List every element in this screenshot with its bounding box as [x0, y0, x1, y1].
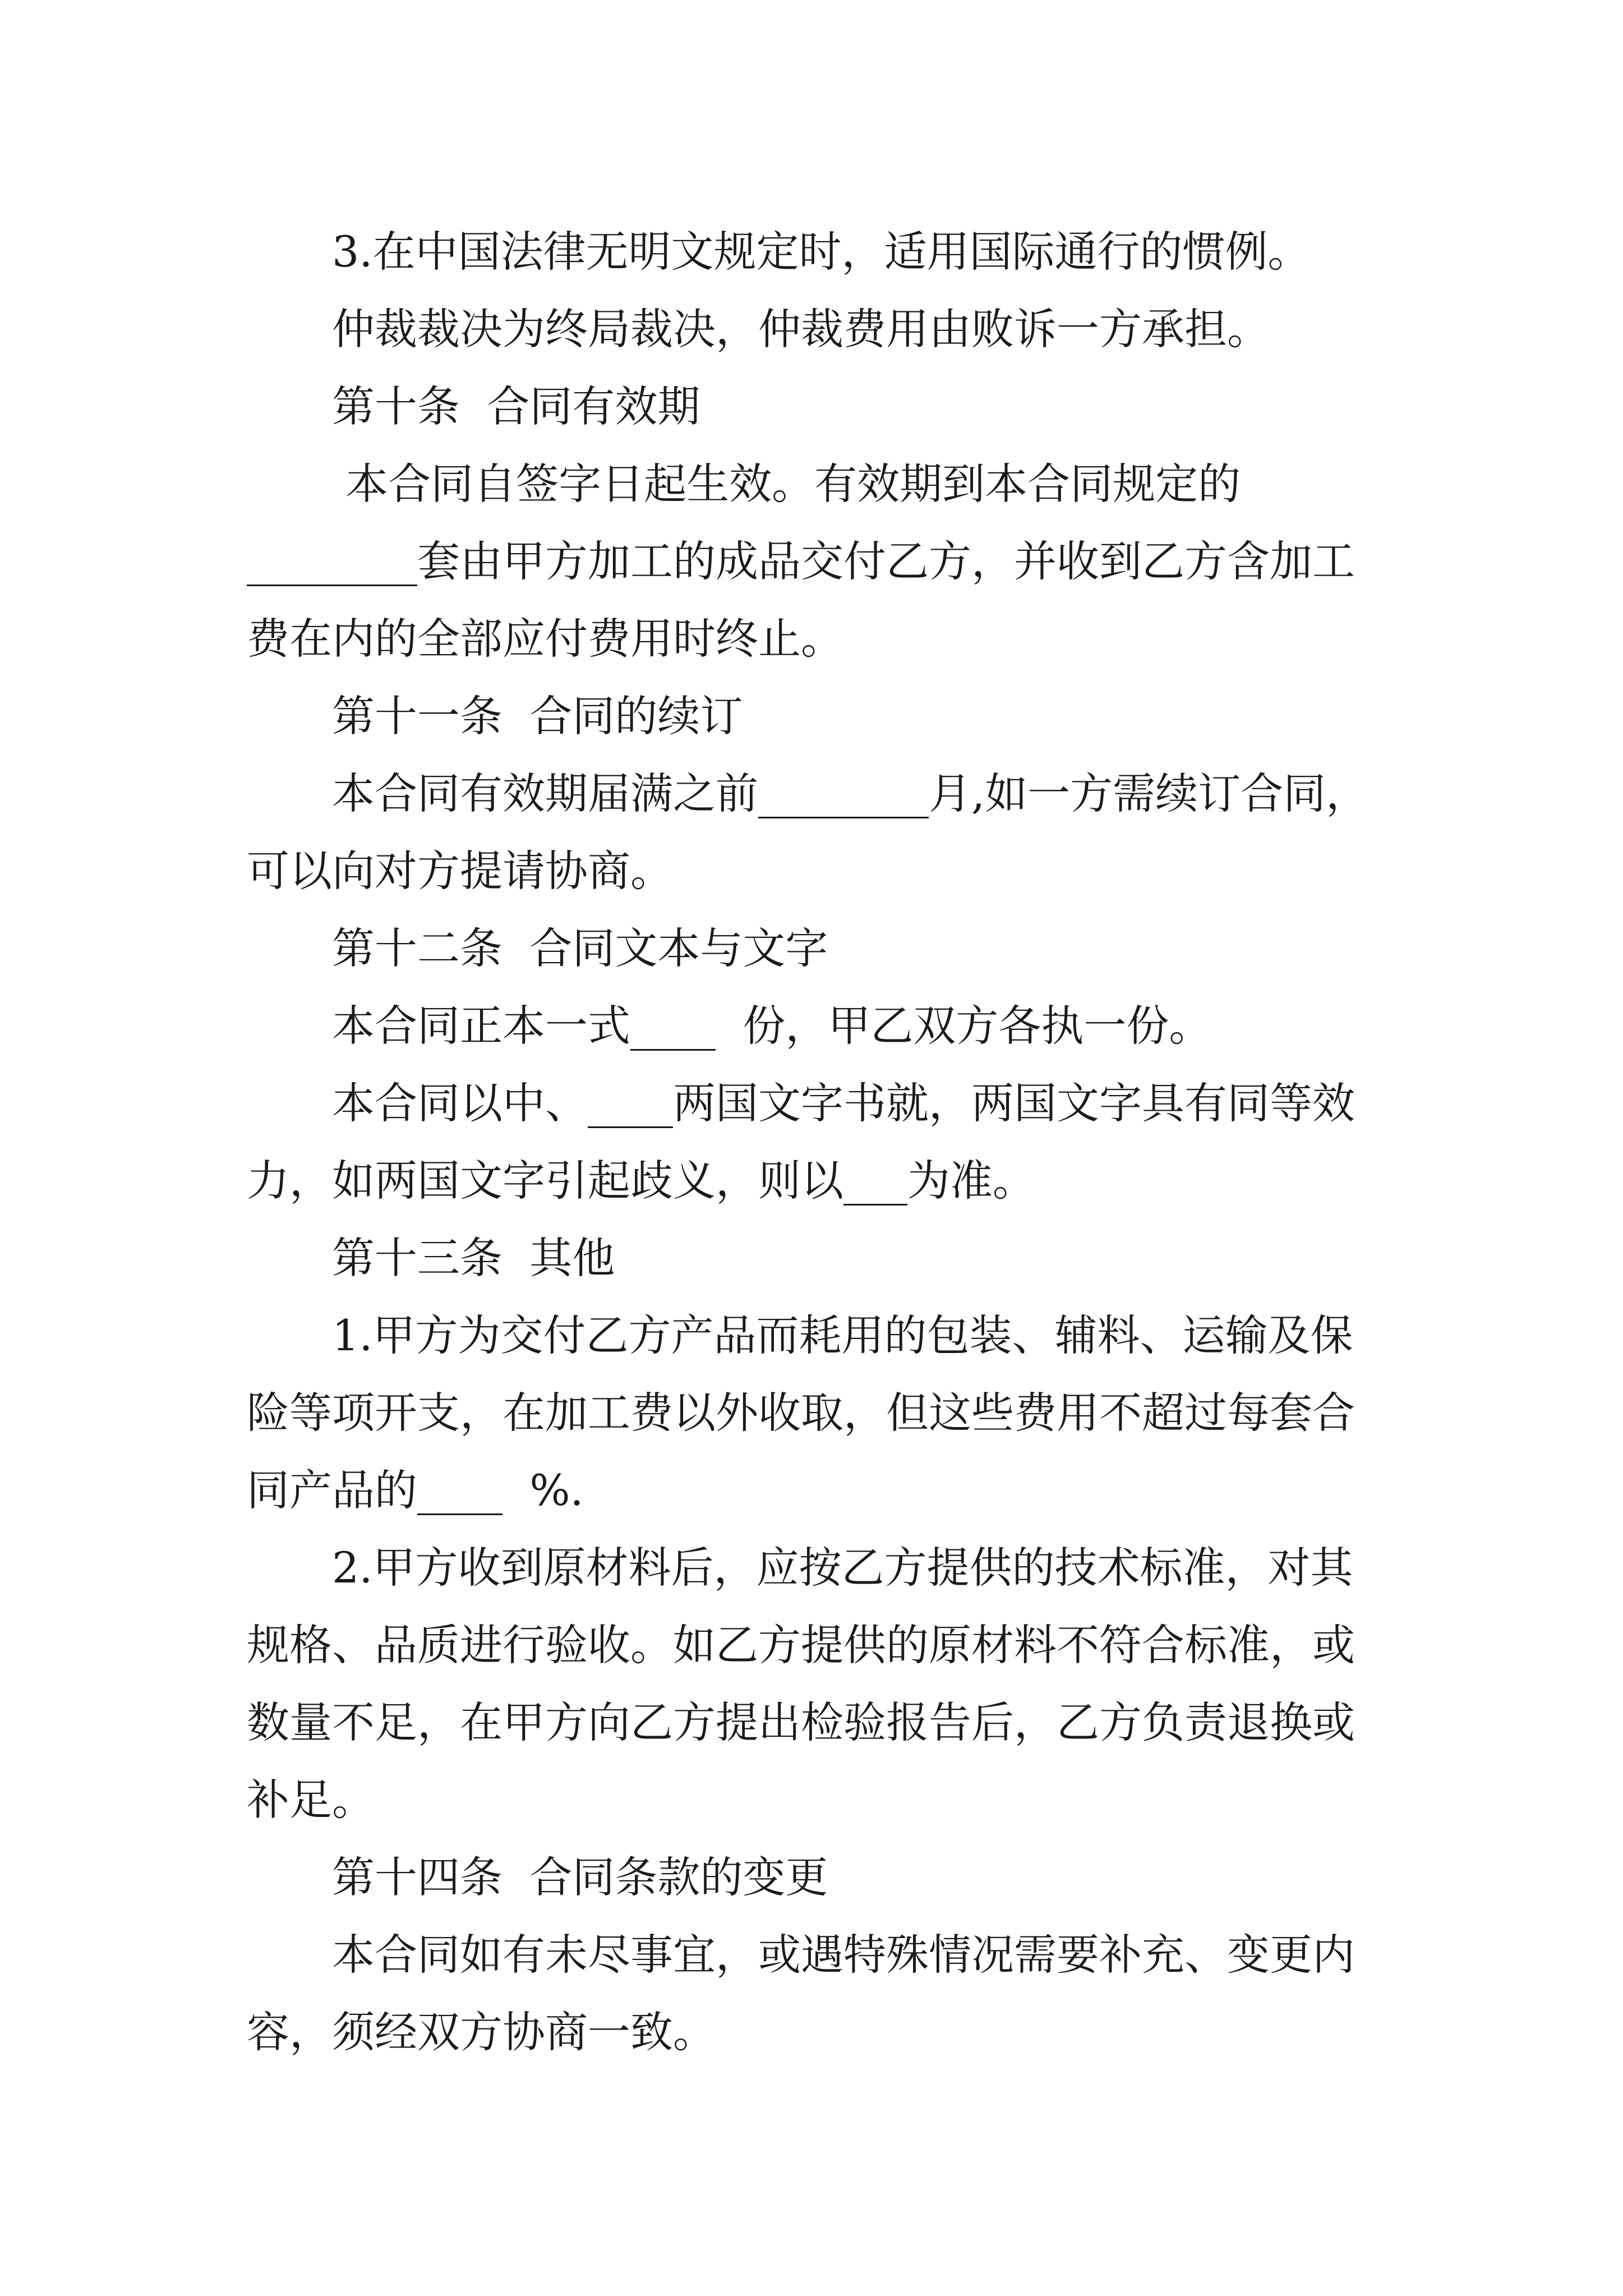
- clause-line: 2.甲方收到原材料后，应按乙方提供的技术标准，对其: [332, 1543, 1353, 1593]
- article-heading: 第十一条 合同的续订: [332, 691, 743, 741]
- clause-line: 仲裁裁决为终局裁决，仲裁费用由败诉一方承担。: [332, 304, 1270, 354]
- clause-line: 本合同如有未尽事宜，或遇特殊情况需要补充、变更内: [332, 1930, 1355, 1980]
- clause-line: 本合同自签字日起生效。有效期到本合同规定的: [332, 459, 1241, 509]
- article-heading: 第十四条 合同条款的变更: [332, 1852, 828, 1902]
- contract-body: [247, 213, 1385, 2071]
- article-heading: 第十二条 合同文本与文字: [332, 923, 828, 973]
- clause-line: 本合同正本一式____ 份，甲乙双方各执一份。: [332, 1001, 1212, 1051]
- article-heading: 第十三条 其他: [332, 1233, 615, 1283]
- clause-line: 容，须经双方协商一致。: [247, 2007, 716, 2057]
- article-heading: 第十条 合同有效期: [332, 381, 700, 431]
- clause-line: 3.在中国法律无明文规定时，适用国际通行的惯例。: [332, 227, 1311, 277]
- clause-line: 费在内的全部应付费用时终止。: [247, 614, 843, 664]
- clause-line: 补足。: [247, 1775, 375, 1825]
- clause-line: 可以向对方提请协商。: [247, 846, 673, 896]
- clause-line: 力，如两国文字引起歧义，则以___为准。: [247, 1156, 1035, 1205]
- clause-line: 数量不足，在甲方向乙方提出检验报告后，乙方负责退换或: [247, 1697, 1355, 1747]
- clause-line: 1.甲方为交付乙方产品而耗用的包装、辅料、运输及保: [332, 1310, 1353, 1360]
- clause-line: 同产品的____ %.: [247, 1465, 584, 1515]
- clause-line: 本合同有效期届满之前________月,如一方需续订合同，: [332, 769, 1369, 818]
- clause-line: 规格、品质进行验收。如乙方提供的原材料不符合标准，或: [247, 1620, 1355, 1670]
- clause-line: ________套由甲方加工的成品交付乙方，并收到乙方含加工: [247, 536, 1355, 586]
- clause-line: 险等项开支，在加工费以外收取，但这些费用不超过每套合: [247, 1388, 1355, 1438]
- clause-line: 本合同以中、____两国文字书就，两国文字具有同等效: [332, 1078, 1355, 1128]
